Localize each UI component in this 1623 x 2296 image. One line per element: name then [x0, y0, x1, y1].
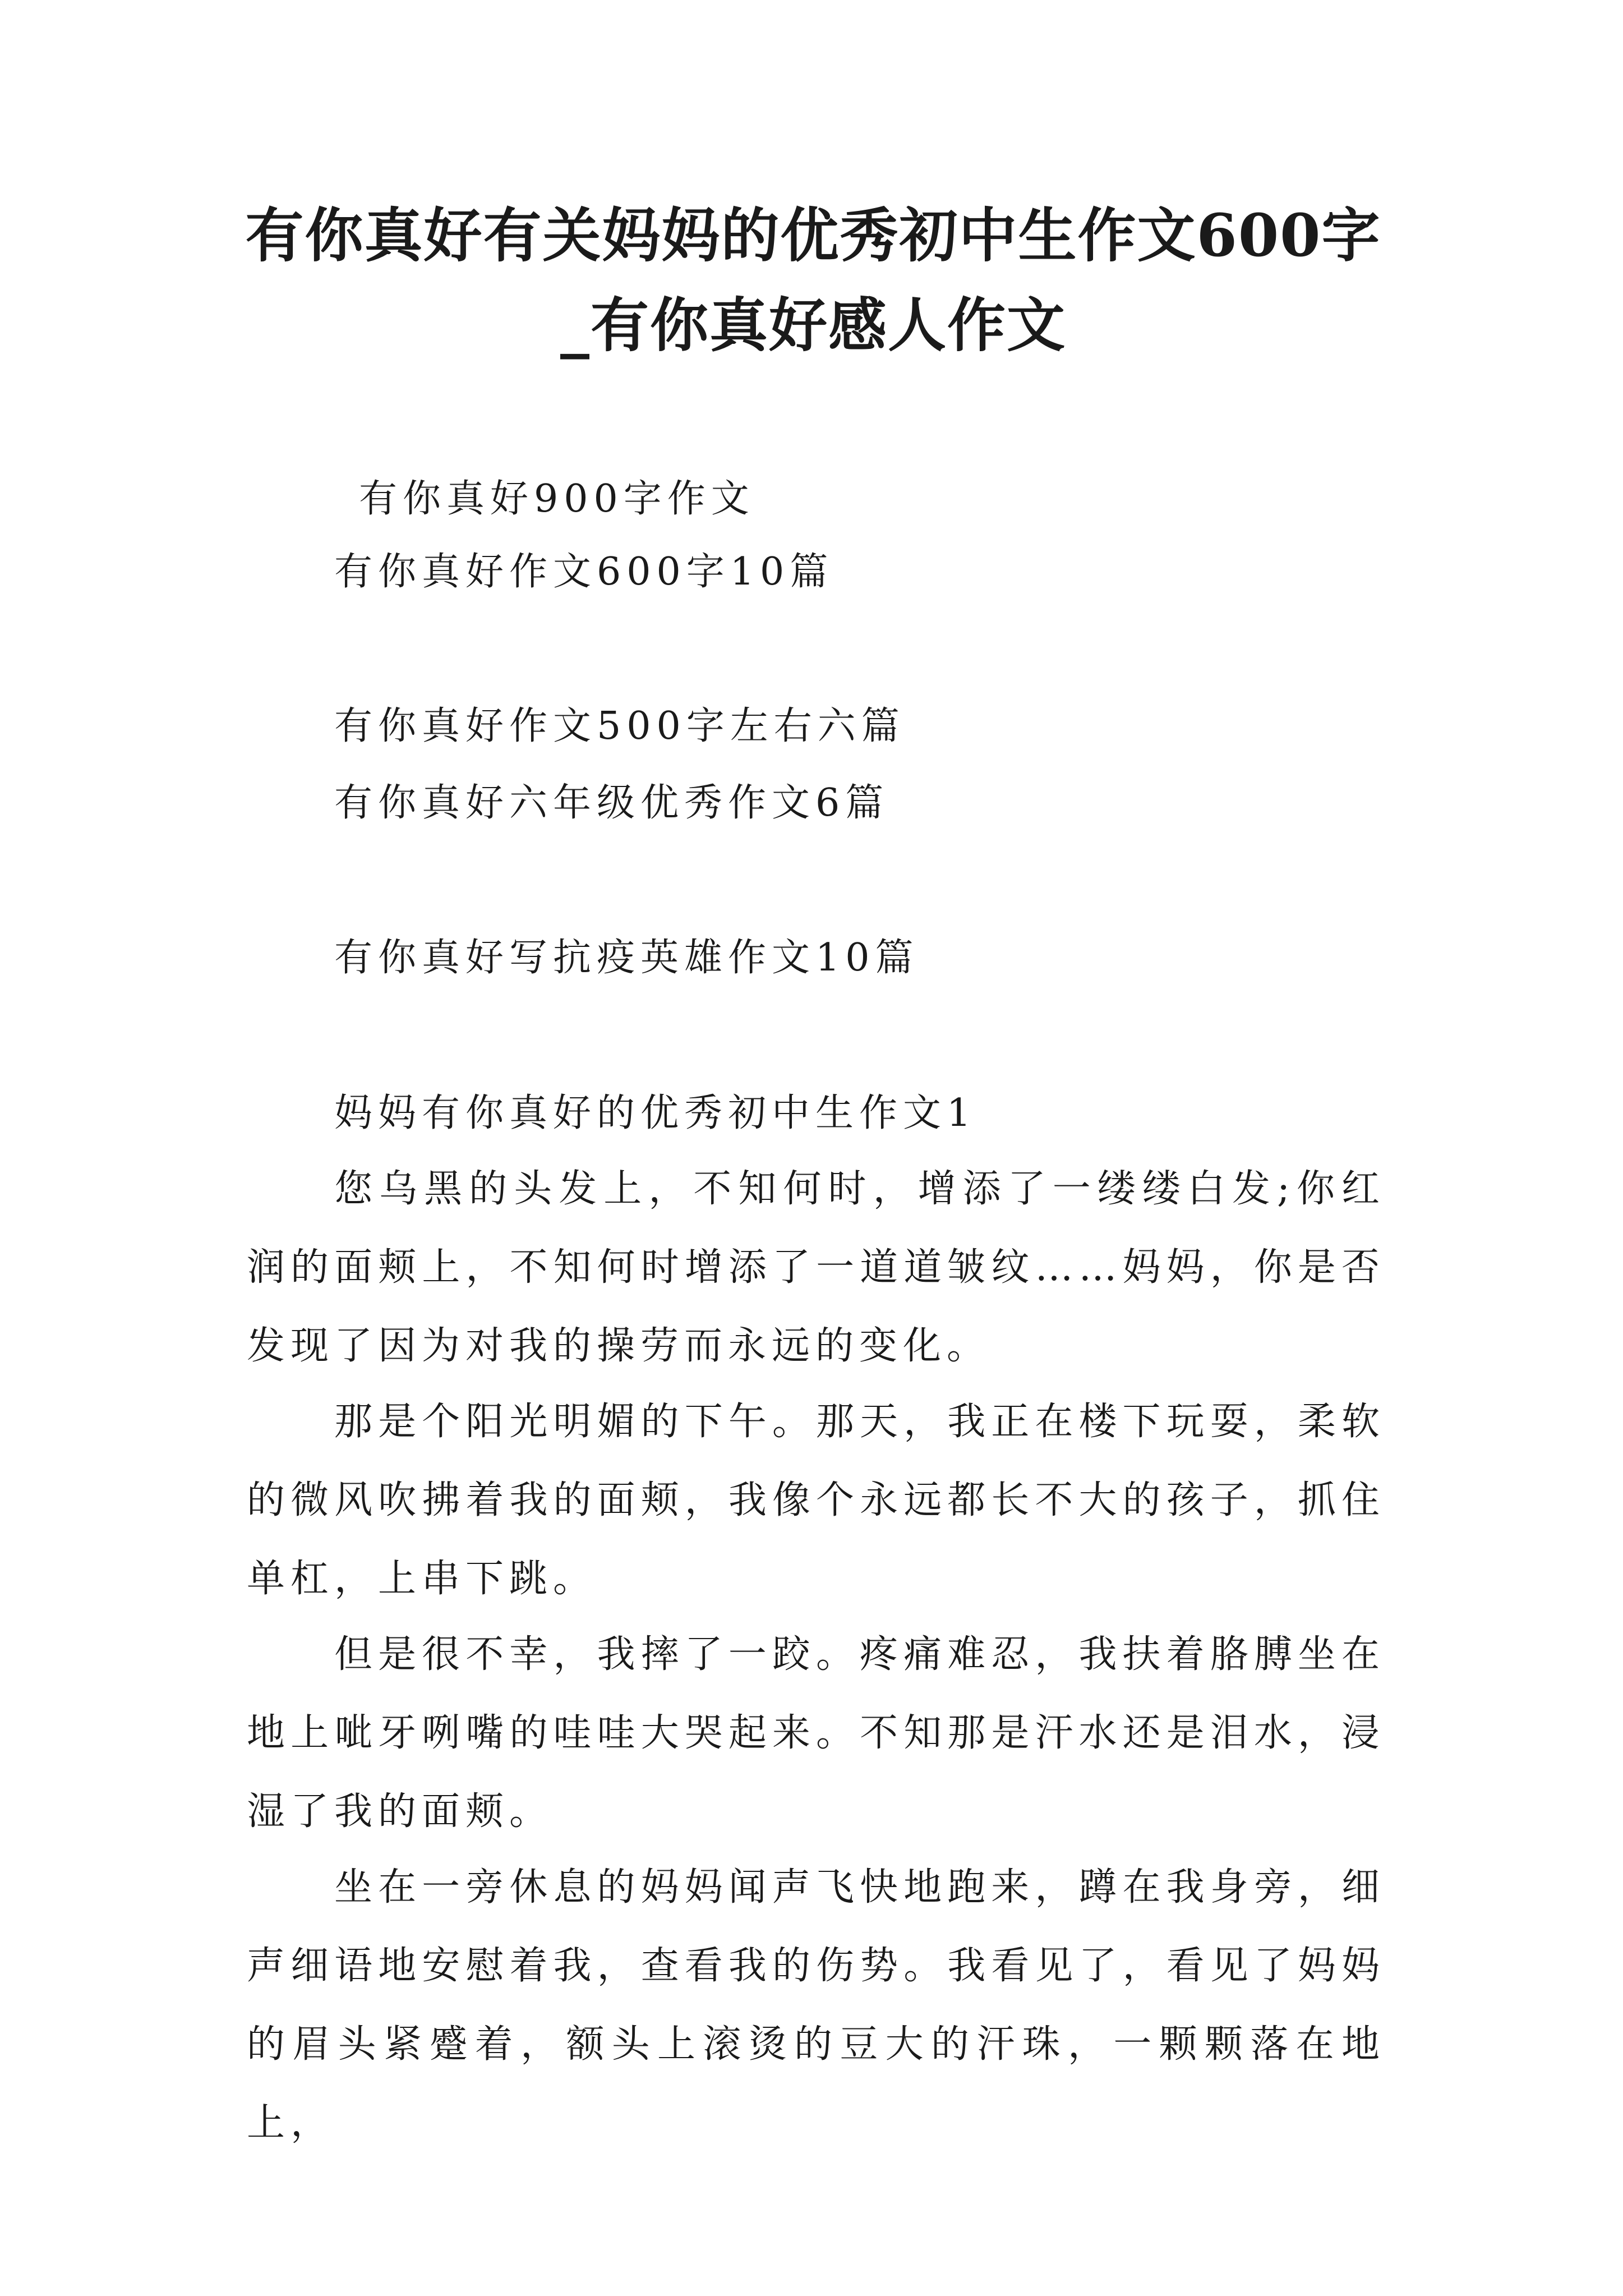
related-link-2: 有你真好作文600字10篇 [334, 550, 834, 594]
essay-paragraph-3: 但是很不幸，我摔了一跤。疼痛难忍，我扶着胳膊坐在地上呲牙咧嘴的哇哇大哭起来。不知那是汗水还是泪水，浸湿了我的面颊。 [247, 1632, 1385, 1834]
related-link-3: 有你真好作文500字左右六篇 [334, 704, 905, 748]
related-link-4: 有你真好六年级优秀作文6篇 [334, 781, 889, 825]
related-link-5: 有你真好写抗疫英雄作文10篇 [334, 936, 919, 980]
essay-paragraph-2: 那是个阳光明媚的下午。那天，我正在楼下玩耍，柔软的微风吹拂着我的面颊，我像个永远都长不大的孩子，抓住单杠，上串下跳。 [247, 1400, 1385, 1601]
essay-paragraph-1: 您乌黑的头发上，不知何时，增添了一缕缕白发;你红润的面颊上，不知何时增添了一道道皱纹……妈妈，你是否发现了因为对我的操劳而永远的变化。 [247, 1167, 1385, 1368]
essay-paragraph-4: 坐在一旁休息的妈妈闻声飞快地跑来，蹲在我身旁，细声细语地安慰着我，查看我的伤势。我看见了，看见了妈妈的眉头紧蹙着，额头上滚烫的豆大的汗珠，一颗颗落在地上， [247, 1865, 1385, 2145]
related-link-1: 有你真好900字作文 [359, 477, 755, 521]
title-line-1: 有你真好有关妈妈的优秀初中生作文600字 [245, 201, 1381, 270]
essay-heading: 妈妈有你真好的优秀初中生作文1 [334, 1091, 977, 1135]
title-line-2: _有你真好感人作文 [560, 291, 1066, 360]
document-title [241, 191, 1385, 370]
